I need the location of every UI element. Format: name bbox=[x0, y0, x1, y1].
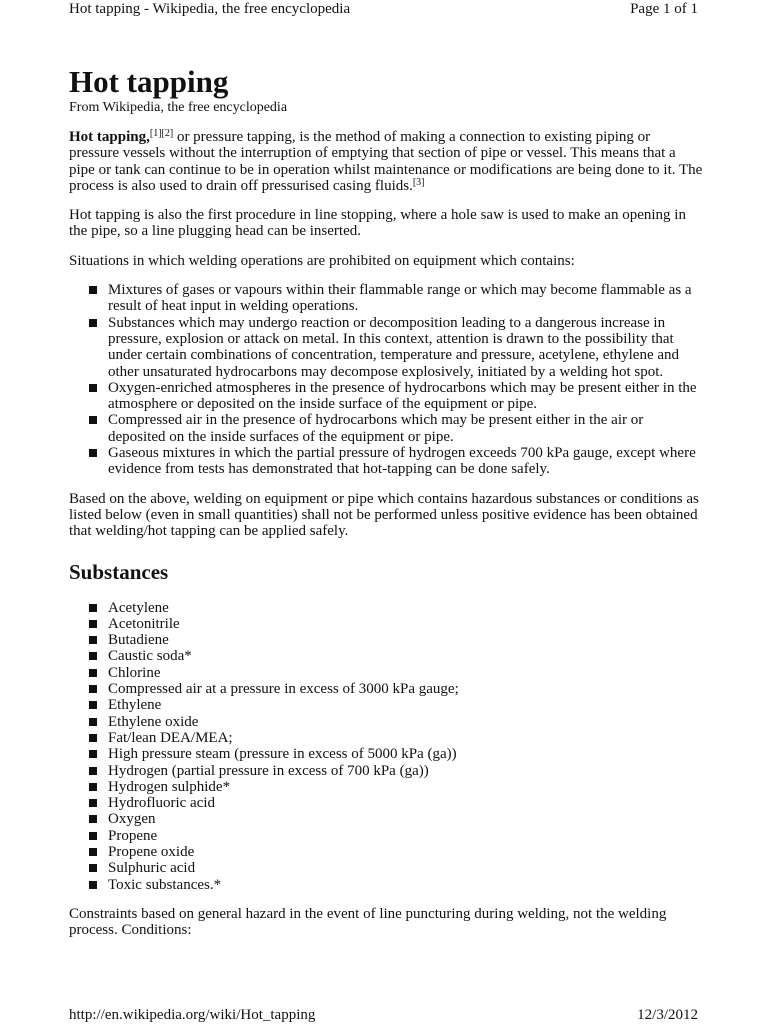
list-item: Hydrofluoric acid bbox=[89, 795, 703, 811]
list-item: Compressed air at a pressure in excess of 3000 kPa gauge; bbox=[89, 681, 703, 697]
ref-link-1-2[interactable]: [1][2] bbox=[149, 128, 174, 139]
list-item: Gaseous mixtures in which the partial pressure of hydrogen exceeds 700 kPa gauge, except where evidence from tests has demonstrated that hot-tapping can be done safely. bbox=[89, 445, 703, 478]
list-item: Fat/lean DEA/MEA; bbox=[89, 730, 703, 746]
substances-list bbox=[69, 600, 703, 893]
based-on-paragraph: Based on the above, welding on equipment or pipe which contains hazardous substances or conditions as listed below (even in small quantities) shall not be performed unless positive evidence has been obtained that welding/hot tapping can be applied safely. bbox=[69, 490, 699, 540]
list-item: Toxic substances.* bbox=[89, 877, 703, 893]
list-item: Sulphuric acid bbox=[89, 860, 703, 876]
list-item: High pressure steam (pressure in excess of 5000 kPa (ga)) bbox=[89, 746, 703, 762]
list-item: Hydrogen (partial pressure in excess of 700 kPa (ga)) bbox=[89, 763, 703, 779]
list-item: Butadiene bbox=[89, 632, 703, 648]
page-title: Hot tapping bbox=[69, 64, 229, 99]
list-item: Ethylene bbox=[89, 697, 703, 713]
header-page-number: Page 1 of 1 bbox=[630, 1, 698, 17]
list-item: Acetylene bbox=[89, 600, 703, 616]
list-item: Oxygen bbox=[89, 811, 703, 827]
list-item: Ethylene oxide bbox=[89, 714, 703, 730]
print-footer bbox=[69, 1006, 698, 1024]
intro-paragraph bbox=[69, 129, 703, 194]
situations-list bbox=[69, 282, 703, 478]
line-stopping-paragraph: Hot tapping is also the first procedure in line stopping, where a hole saw is used to make an opening in the pipe, so a line plugging head can be inserted. bbox=[69, 207, 686, 240]
list-item: Propene oxide bbox=[89, 844, 703, 860]
list-item: Compressed air in the presence of hydrocarbons which may be present either in the air or deposited on the inside surfaces of the equipment or pipe. bbox=[89, 412, 703, 445]
intro-text: or pressure tapping, is the method of making a connection to existing piping or pressure vessels without the interruption of emptying that section of pipe or vessel. This means that a pipe or tank can continue to be in operation whilst maintenance or modifications are being done to it. The process is also used to drain off pressurised casing fluids. bbox=[69, 129, 703, 194]
list-item: Acetonitrile bbox=[89, 616, 703, 632]
page-subtitle: From Wikipedia, the free encyclopedia bbox=[69, 100, 288, 115]
substances-heading: Substances bbox=[69, 559, 169, 584]
list-item: Propene bbox=[89, 828, 703, 844]
article-body bbox=[69, 64, 703, 951]
footer-url[interactable]: http://en.wikipedia.org/wiki/Hot_tapping bbox=[69, 1007, 316, 1023]
list-item: Chlorine bbox=[89, 665, 703, 681]
list-item: Mixtures of gases or vapours within their flammable range or which may become flammable as a result of heat input in welding operations. bbox=[89, 282, 703, 315]
header-title: Hot tapping - Wikipedia, the free encyclopedia bbox=[69, 1, 351, 17]
ref-link-3[interactable]: [3] bbox=[412, 176, 425, 188]
list-item: Caustic soda* bbox=[89, 648, 703, 664]
list-item: Hydrogen sulphide* bbox=[89, 779, 703, 795]
list-item: Oxygen-enriched atmospheres in the presence of hydrocarbons which may be present either in the atmosphere or deposited on the inside surface of the equipment or pipe. bbox=[89, 380, 703, 413]
print-header bbox=[69, 0, 698, 18]
constraints-paragraph: Constraints based on general hazard in the event of line puncturing during welding, not the welding process. Conditions: bbox=[69, 905, 667, 939]
intro-term: Hot tapping, bbox=[69, 129, 150, 145]
situations-intro: Situations in which welding operations are prohibited on equipment which contains: bbox=[69, 252, 575, 269]
footer-date: 12/3/2012 bbox=[637, 1007, 698, 1023]
list-item: Substances which may undergo reaction or decomposition leading to a dangerous increase in pressure, explosion or attack on metal. In this context, attention is drawn to the possibility that under certain combinations of concentration, temperature and pressure, acetylene, ethylene and other unsaturated hydrocarbons may decompose explosively, initiated by a welding hot spot. bbox=[89, 315, 703, 380]
